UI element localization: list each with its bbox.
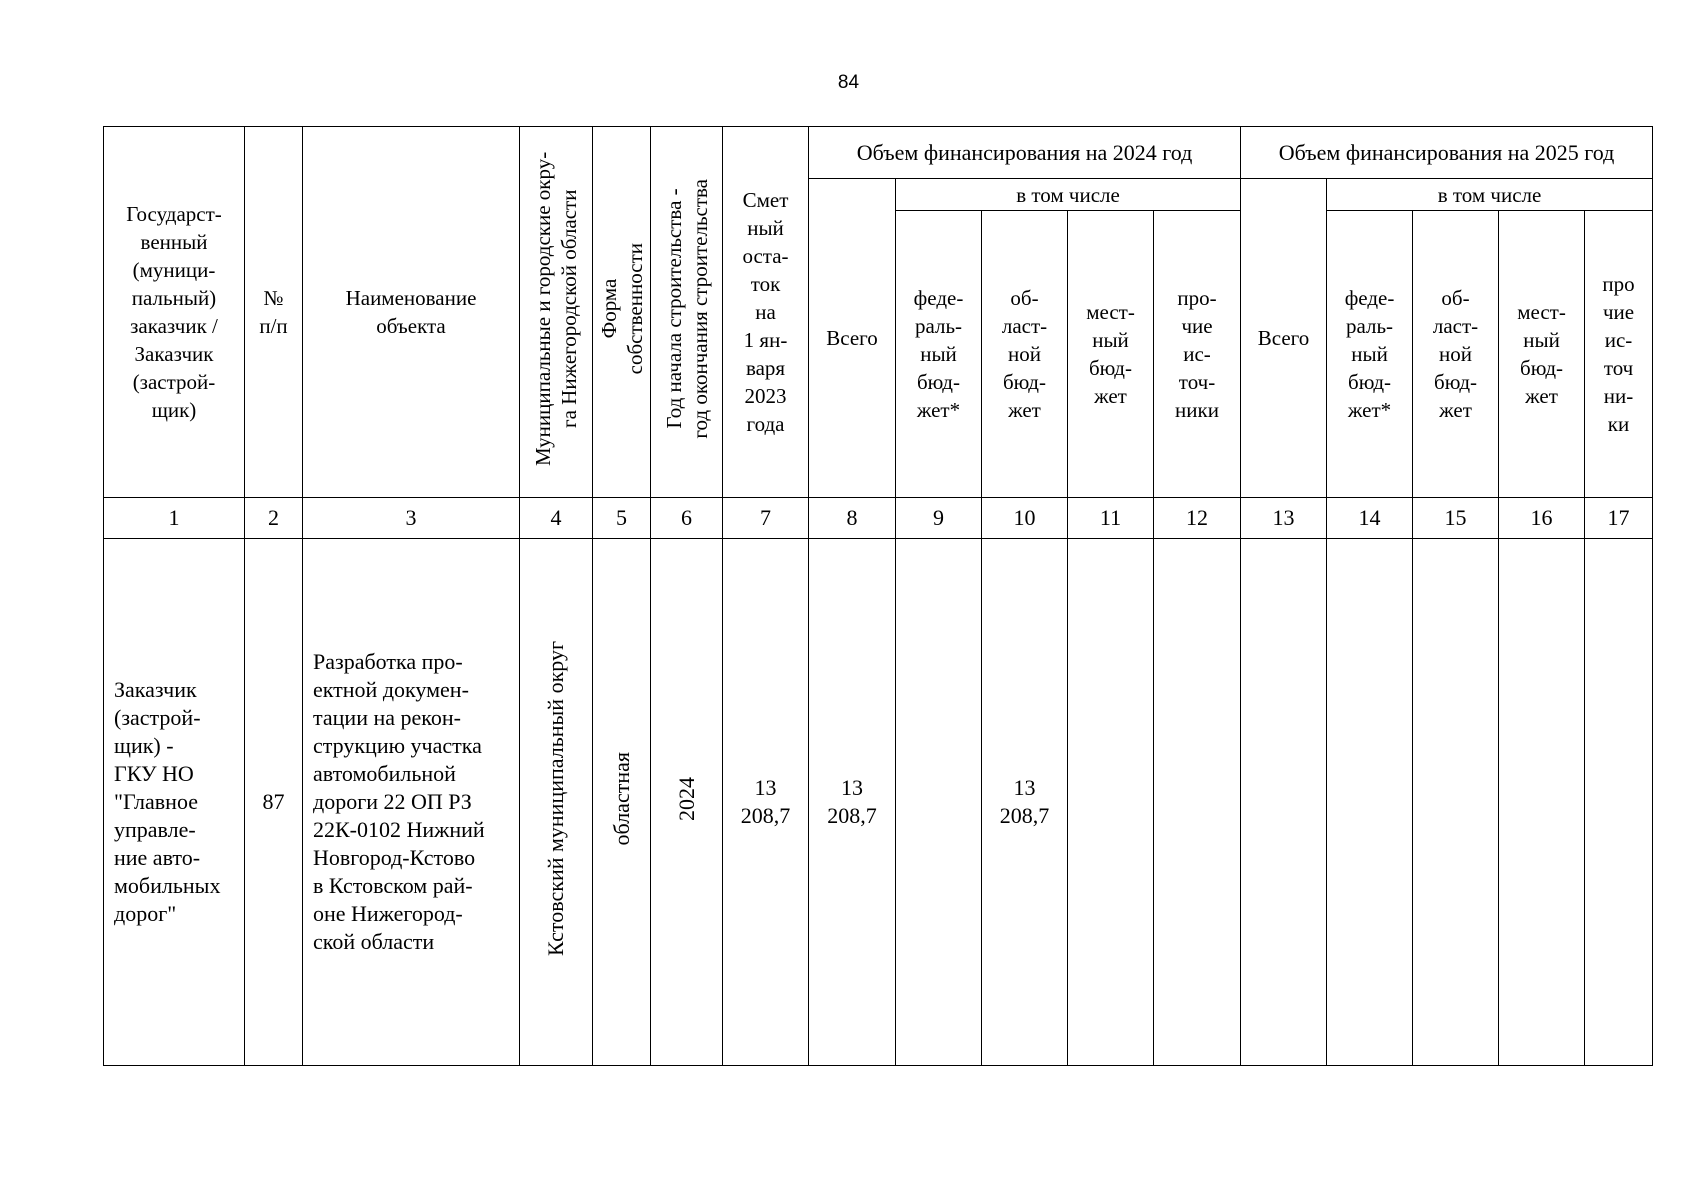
header-local-2025: мест- ный бюд- жет bbox=[1499, 211, 1585, 498]
header-municipality: Муниципальные и городские окру- га Нижегородской области bbox=[531, 151, 581, 466]
header-financing-2024: Объем финансирования на 2024 год bbox=[809, 127, 1241, 179]
header-other-2025: про чие ис- точ ни- ки bbox=[1585, 211, 1653, 498]
column-number: 16 bbox=[1499, 498, 1585, 539]
header-years: Год начала строительства - год окончания строительства bbox=[661, 178, 712, 439]
row-municipality-cell bbox=[520, 539, 593, 1066]
column-number: 15 bbox=[1413, 498, 1499, 539]
header-regional-2024: об- ласт- ной бюд- жет bbox=[982, 211, 1068, 498]
row-object-name: Разработка про- ектной докумен- тации на рекон- струкцию участка автомобильной дороги 22 ОП РЗ 22К-0102 Нижний Новгород-Кстово в Кстовском рай- оне Нижегород- ской области bbox=[303, 539, 520, 1066]
row-federal-2025 bbox=[1327, 539, 1413, 1066]
column-number: 14 bbox=[1327, 498, 1413, 539]
header-row-top bbox=[104, 127, 1653, 179]
column-number: 4 bbox=[520, 498, 593, 539]
column-number: 11 bbox=[1068, 498, 1154, 539]
row-local-2025 bbox=[1499, 539, 1585, 1066]
column-number: 17 bbox=[1585, 498, 1653, 539]
header-years-cell bbox=[651, 127, 723, 498]
row-customer: Заказчик (застрой- щик) - ГКУ НО "Главное управле- ние авто- мобильных дорог" bbox=[104, 539, 245, 1066]
header-regional-2025: об- ласт- ной бюд- жет bbox=[1413, 211, 1499, 498]
row-ownership: областная bbox=[608, 751, 634, 846]
header-number: № п/п bbox=[245, 127, 303, 498]
column-number: 10 bbox=[982, 498, 1068, 539]
column-number: 1 bbox=[104, 498, 245, 539]
column-number: 8 bbox=[809, 498, 896, 539]
column-number: 3 bbox=[303, 498, 520, 539]
header-customer: Государст- венный (муници- пальный) заказчик / Заказчик (застрой- щик) bbox=[104, 127, 245, 498]
row-ownership-cell bbox=[593, 539, 651, 1066]
column-number: 9 bbox=[896, 498, 982, 539]
header-federal-2024: феде- раль- ный бюд- жет* bbox=[896, 211, 982, 498]
row-number: 87 bbox=[245, 539, 303, 1066]
row-municipality: Кстовский муниципальный округ bbox=[543, 641, 568, 956]
financing-table bbox=[103, 126, 1653, 1066]
row-total-2025 bbox=[1241, 539, 1327, 1066]
header-other-2024: про- чие ис- точ- ники bbox=[1154, 211, 1241, 498]
table-row bbox=[104, 539, 1653, 1066]
header-including-2024: в том числе bbox=[896, 179, 1241, 211]
header-total-2024: Всего bbox=[809, 179, 896, 498]
header-total-2025: Всего bbox=[1241, 179, 1327, 498]
header-including-2025: в том числе bbox=[1327, 179, 1653, 211]
column-number: 6 bbox=[651, 498, 723, 539]
column-number: 12 bbox=[1154, 498, 1241, 539]
header-object-name: Наименование объекта bbox=[303, 127, 520, 498]
row-regional-2024: 13 208,7 bbox=[982, 539, 1068, 1066]
row-other-2025 bbox=[1585, 539, 1653, 1066]
header-financing-2025: Объем финансирования на 2025 год bbox=[1241, 127, 1653, 179]
row-years: 2024 bbox=[673, 776, 699, 821]
page-number: 84 bbox=[837, 72, 860, 93]
row-other-2024 bbox=[1154, 539, 1241, 1066]
header-ownership: Форма собственности bbox=[596, 242, 647, 375]
header-estimate: Смет ный оста- ток на 1 ян- варя 2023 года bbox=[723, 127, 809, 498]
column-number: 5 bbox=[593, 498, 651, 539]
row-federal-2024 bbox=[896, 539, 982, 1066]
row-total-2024: 13 208,7 bbox=[809, 539, 896, 1066]
row-local-2024 bbox=[1068, 539, 1154, 1066]
column-number-row bbox=[104, 498, 1653, 539]
header-municipality-cell bbox=[520, 127, 593, 498]
header-ownership-cell bbox=[593, 127, 651, 498]
row-regional-2025 bbox=[1413, 539, 1499, 1066]
row-estimate: 13 208,7 bbox=[723, 539, 809, 1066]
header-federal-2025: феде- раль- ный бюд- жет* bbox=[1327, 211, 1413, 498]
column-number: 7 bbox=[723, 498, 809, 539]
column-number: 2 bbox=[245, 498, 303, 539]
header-local-2024: мест- ный бюд- жет bbox=[1068, 211, 1154, 498]
column-number: 13 bbox=[1241, 498, 1327, 539]
row-years-cell bbox=[651, 539, 723, 1066]
